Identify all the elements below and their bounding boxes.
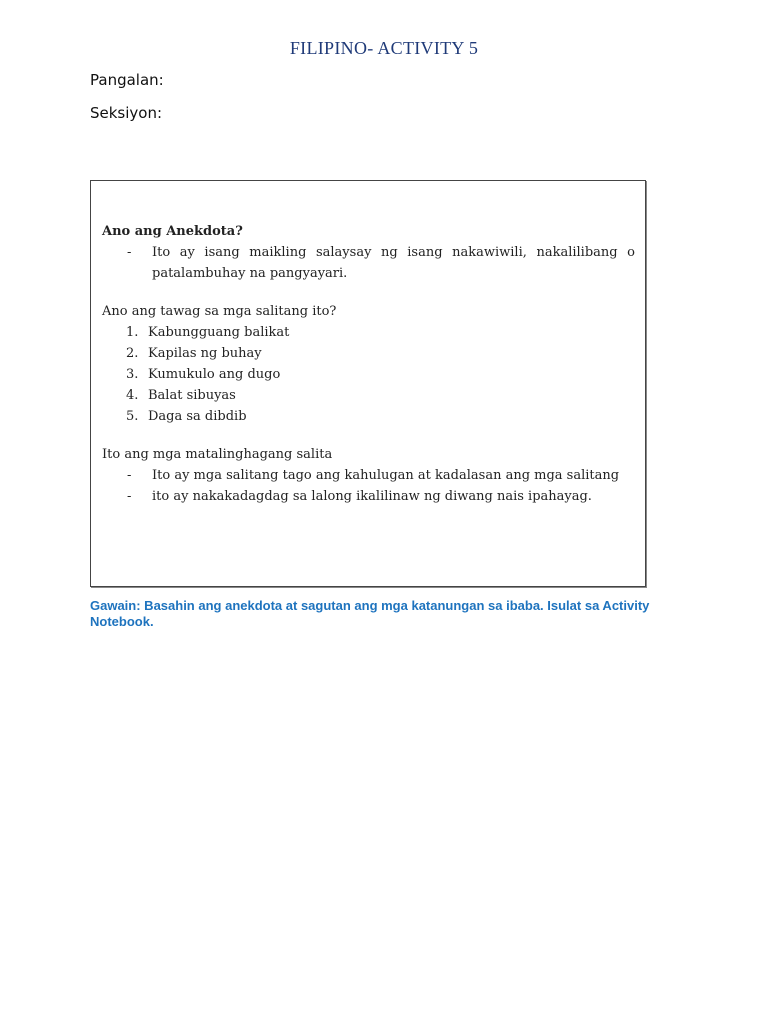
dash-bullet: - — [127, 489, 132, 504]
point-text: Ito ay mga salitang tago ang kahulugan at kadalasan ang mga salitang — [152, 468, 620, 483]
list-item: 4. Balat sibuyas — [126, 388, 236, 403]
info-box — [90, 180, 646, 587]
section-field-label: Seksiyon: — [90, 104, 163, 122]
name-field-label: Pangalan: — [90, 71, 164, 89]
matalinghaga-point — [102, 465, 635, 486]
expressions-list — [102, 322, 635, 427]
list-item: 3. Kumukulo ang dugo — [126, 367, 281, 382]
dash-bullet: - — [127, 245, 132, 260]
list-item: 5. Daga sa dibdib — [126, 409, 247, 424]
list-item: 1. Kabungguang balikat — [126, 325, 290, 340]
matalinghaga-point — [102, 486, 635, 507]
activity-instruction: Gawain: Basahin ang anekdota at sagutan ang mga katanungan sa ibaba. Isulat sa Activity Notebook. — [90, 598, 650, 629]
page-title: FILIPINO- ACTIVITY 5 — [289, 38, 479, 58]
anekdota-heading: Ano ang Anekdota? — [102, 224, 243, 239]
point-text: ito ay nakakadagdag sa lalong ikalilinaw ng diwang nais ipahayag. — [152, 489, 592, 504]
list-item: 2. Kapilas ng buhay — [126, 346, 262, 361]
tawag-heading: Ano ang tawag sa mga salitang ito? — [102, 304, 337, 319]
definition-text: Ito ay isang maikling salaysay ng isang nakawiwili, nakalilibang o patalambuhay na pangyayari. — [152, 245, 635, 281]
anekdota-definition — [102, 242, 635, 284]
dash-bullet: - — [127, 468, 132, 483]
matalinghaga-heading: Ito ang mga matalinghagang salita — [102, 447, 333, 462]
